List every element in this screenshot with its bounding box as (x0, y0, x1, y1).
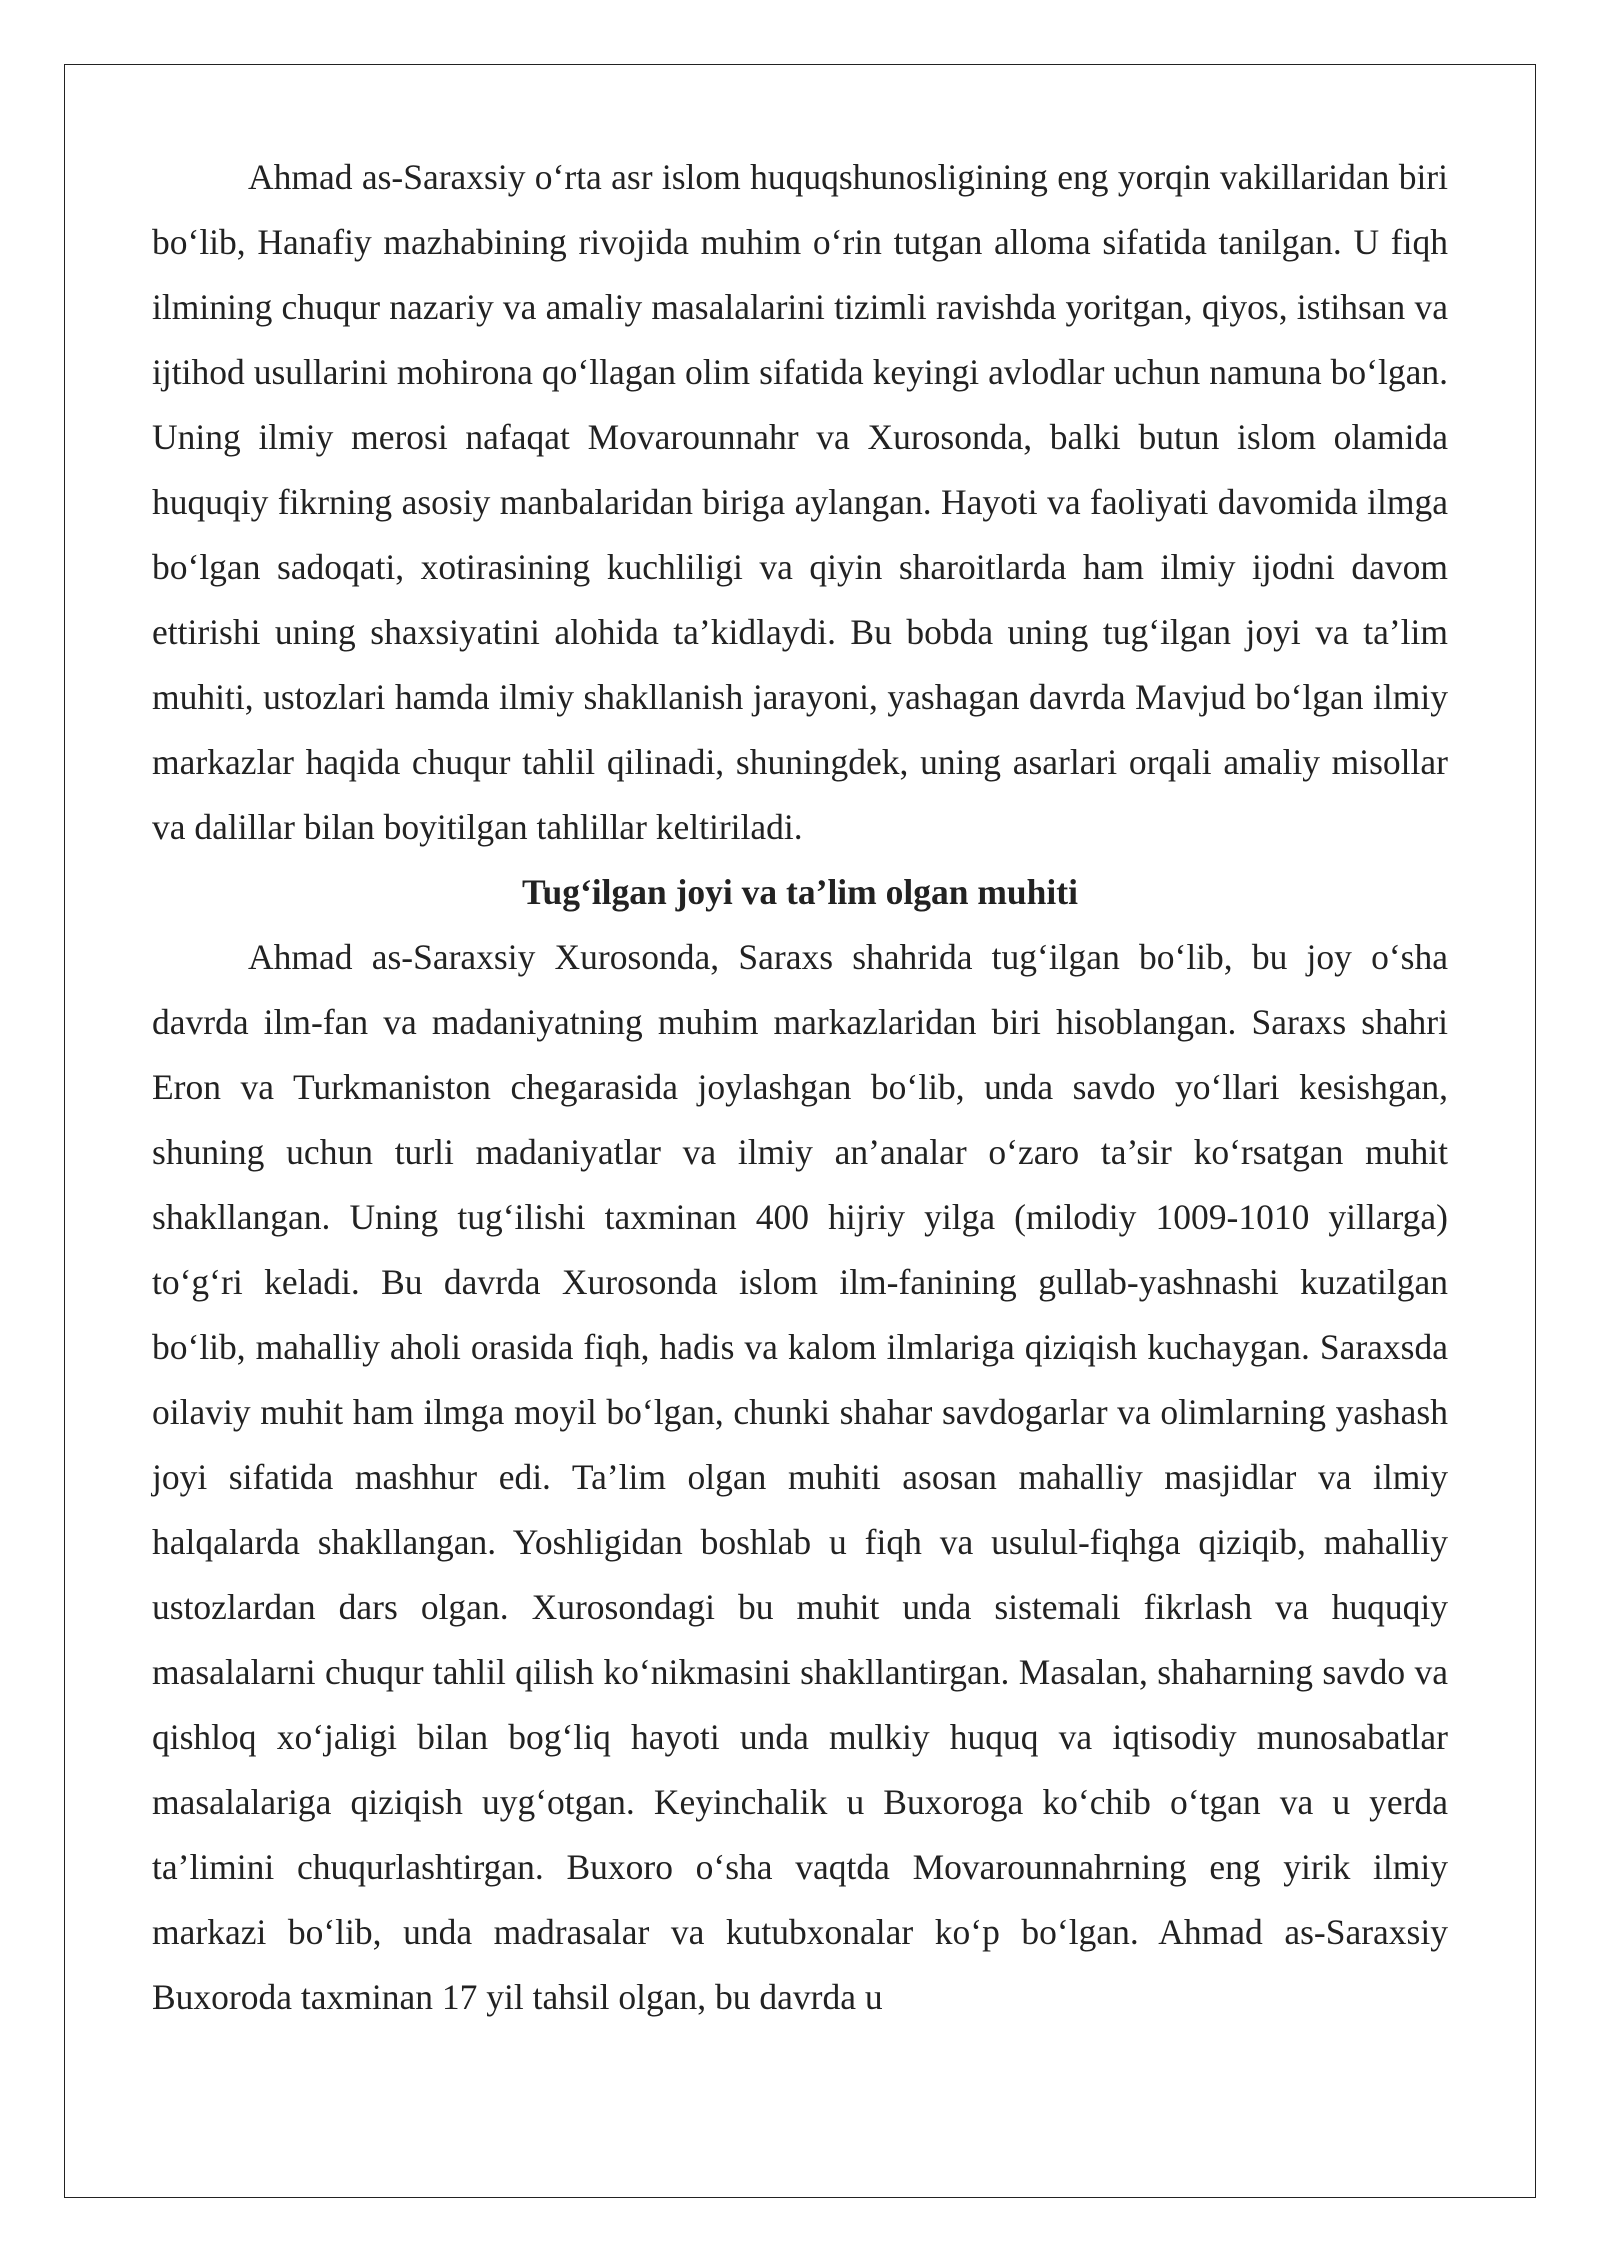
document-body (152, 145, 1448, 2030)
section-heading: Tug‘ilgan joyi va ta’lim olgan muhiti (522, 872, 1078, 912)
section-paragraph: Ahmad as-Saraxsiy Xurosonda, Saraxs shahrida tug‘ilgan bo‘lib, bu joy o‘sha davrda ilm-fan va madaniyatning muhim markazlaridan biri hisoblangan. Saraxs shahri Eron va Turkmaniston chegarasida joylashgan bo‘lib, unda savdo yo‘llari kesishgan, shuning uchun turli madaniyatlar va ilmiy an’analar o‘zaro ta’sir ko‘rsatgan muhit shakllangan. Uning tug‘ilishi taxminan 400 hijriy yilga (milodiy 1009-1010 yillarga) to‘g‘ri keladi. Bu davrda Xurosonda islom ilm-fanining gullab-yashnashi kuzatilgan bo‘lib, mahalliy aholi orasida fiqh, hadis va kalom ilmlariga qiziqish kuchaygan. Saraxsda oilaviy muhit ham ilmga moyil bo‘lgan, chunki shahar savdogarlar va olimlarning yashash joyi sifatida mashhur edi. Ta’lim olgan muhiti asosan mahalliy masjidlar va ilmiy halqalarda shakllangan. Yoshligidan boshlab u fiqh va usulul-fiqhga qiziqib, mahalliy ustozlardan dars olgan. Xurosondagi bu muhit unda sistemali fikrlash va huquqiy masalalarni chuqur tahlil qilish ko‘nikmasini shakllantirgan. Masalan, shaharning savdo va qishloq xo‘jaligi bilan bog‘liq hayoti unda mulkiy huquq va iqtisodiy munosabatlar masalalariga qiziqish uyg‘otgan. Keyinchalik u Buxoroga ko‘chib o‘tgan va u yerda ta’limini chuqurlashtirgan. Buxoro o‘sha vaqtda Movarounnahrning eng yirik ilmiy markazi bo‘lib, unda madrasalar va kutubxonalar ko‘p bo‘lgan. Ahmad as-Saraxsiy Buxoroda taxminan 17 yil tahsil olgan, bu davrda u (152, 937, 1448, 2017)
intro-paragraph: Ahmad as-Saraxsiy o‘rta asr islom huquqshunosligining eng yorqin vakillaridan biri bo‘lib, Hanafiy mazhabining rivojida muhim o‘rin tutgan alloma sifatida tanilgan. U fiqh ilmining chuqur nazariy va amaliy masalalarini tizimli ravishda yoritgan, qiyos, istihsan va ijtihod usullarini mohirona qo‘llagan olim sifatida keyingi avlodlar uchun namuna bo‘lgan. Uning ilmiy merosi nafaqat Movarounnahr va Xurosonda, balki butun islom olamida huquqiy fikrning asosiy manbalaridan biriga aylangan. Hayoti va faoliyati davomida ilmga bo‘lgan sadoqati, xotirasining kuchliligi va qiyin sharoitlarda ham ilmiy ijodni davom ettirishi uning shaxsiyatini alohida ta’kidlaydi. Bu bobda uning tug‘ilgan joyi va ta’lim muhiti, ustozlari hamda ilmiy shakllanish jarayoni, yashagan davrda Mavjud bo‘lgan ilmiy markazlar haqida chuqur tahlil qilinadi, shuningdek, uning asarlari orqali amaliy misollar va dalillar bilan boyitilgan tahlillar keltiriladi. (152, 157, 1448, 847)
